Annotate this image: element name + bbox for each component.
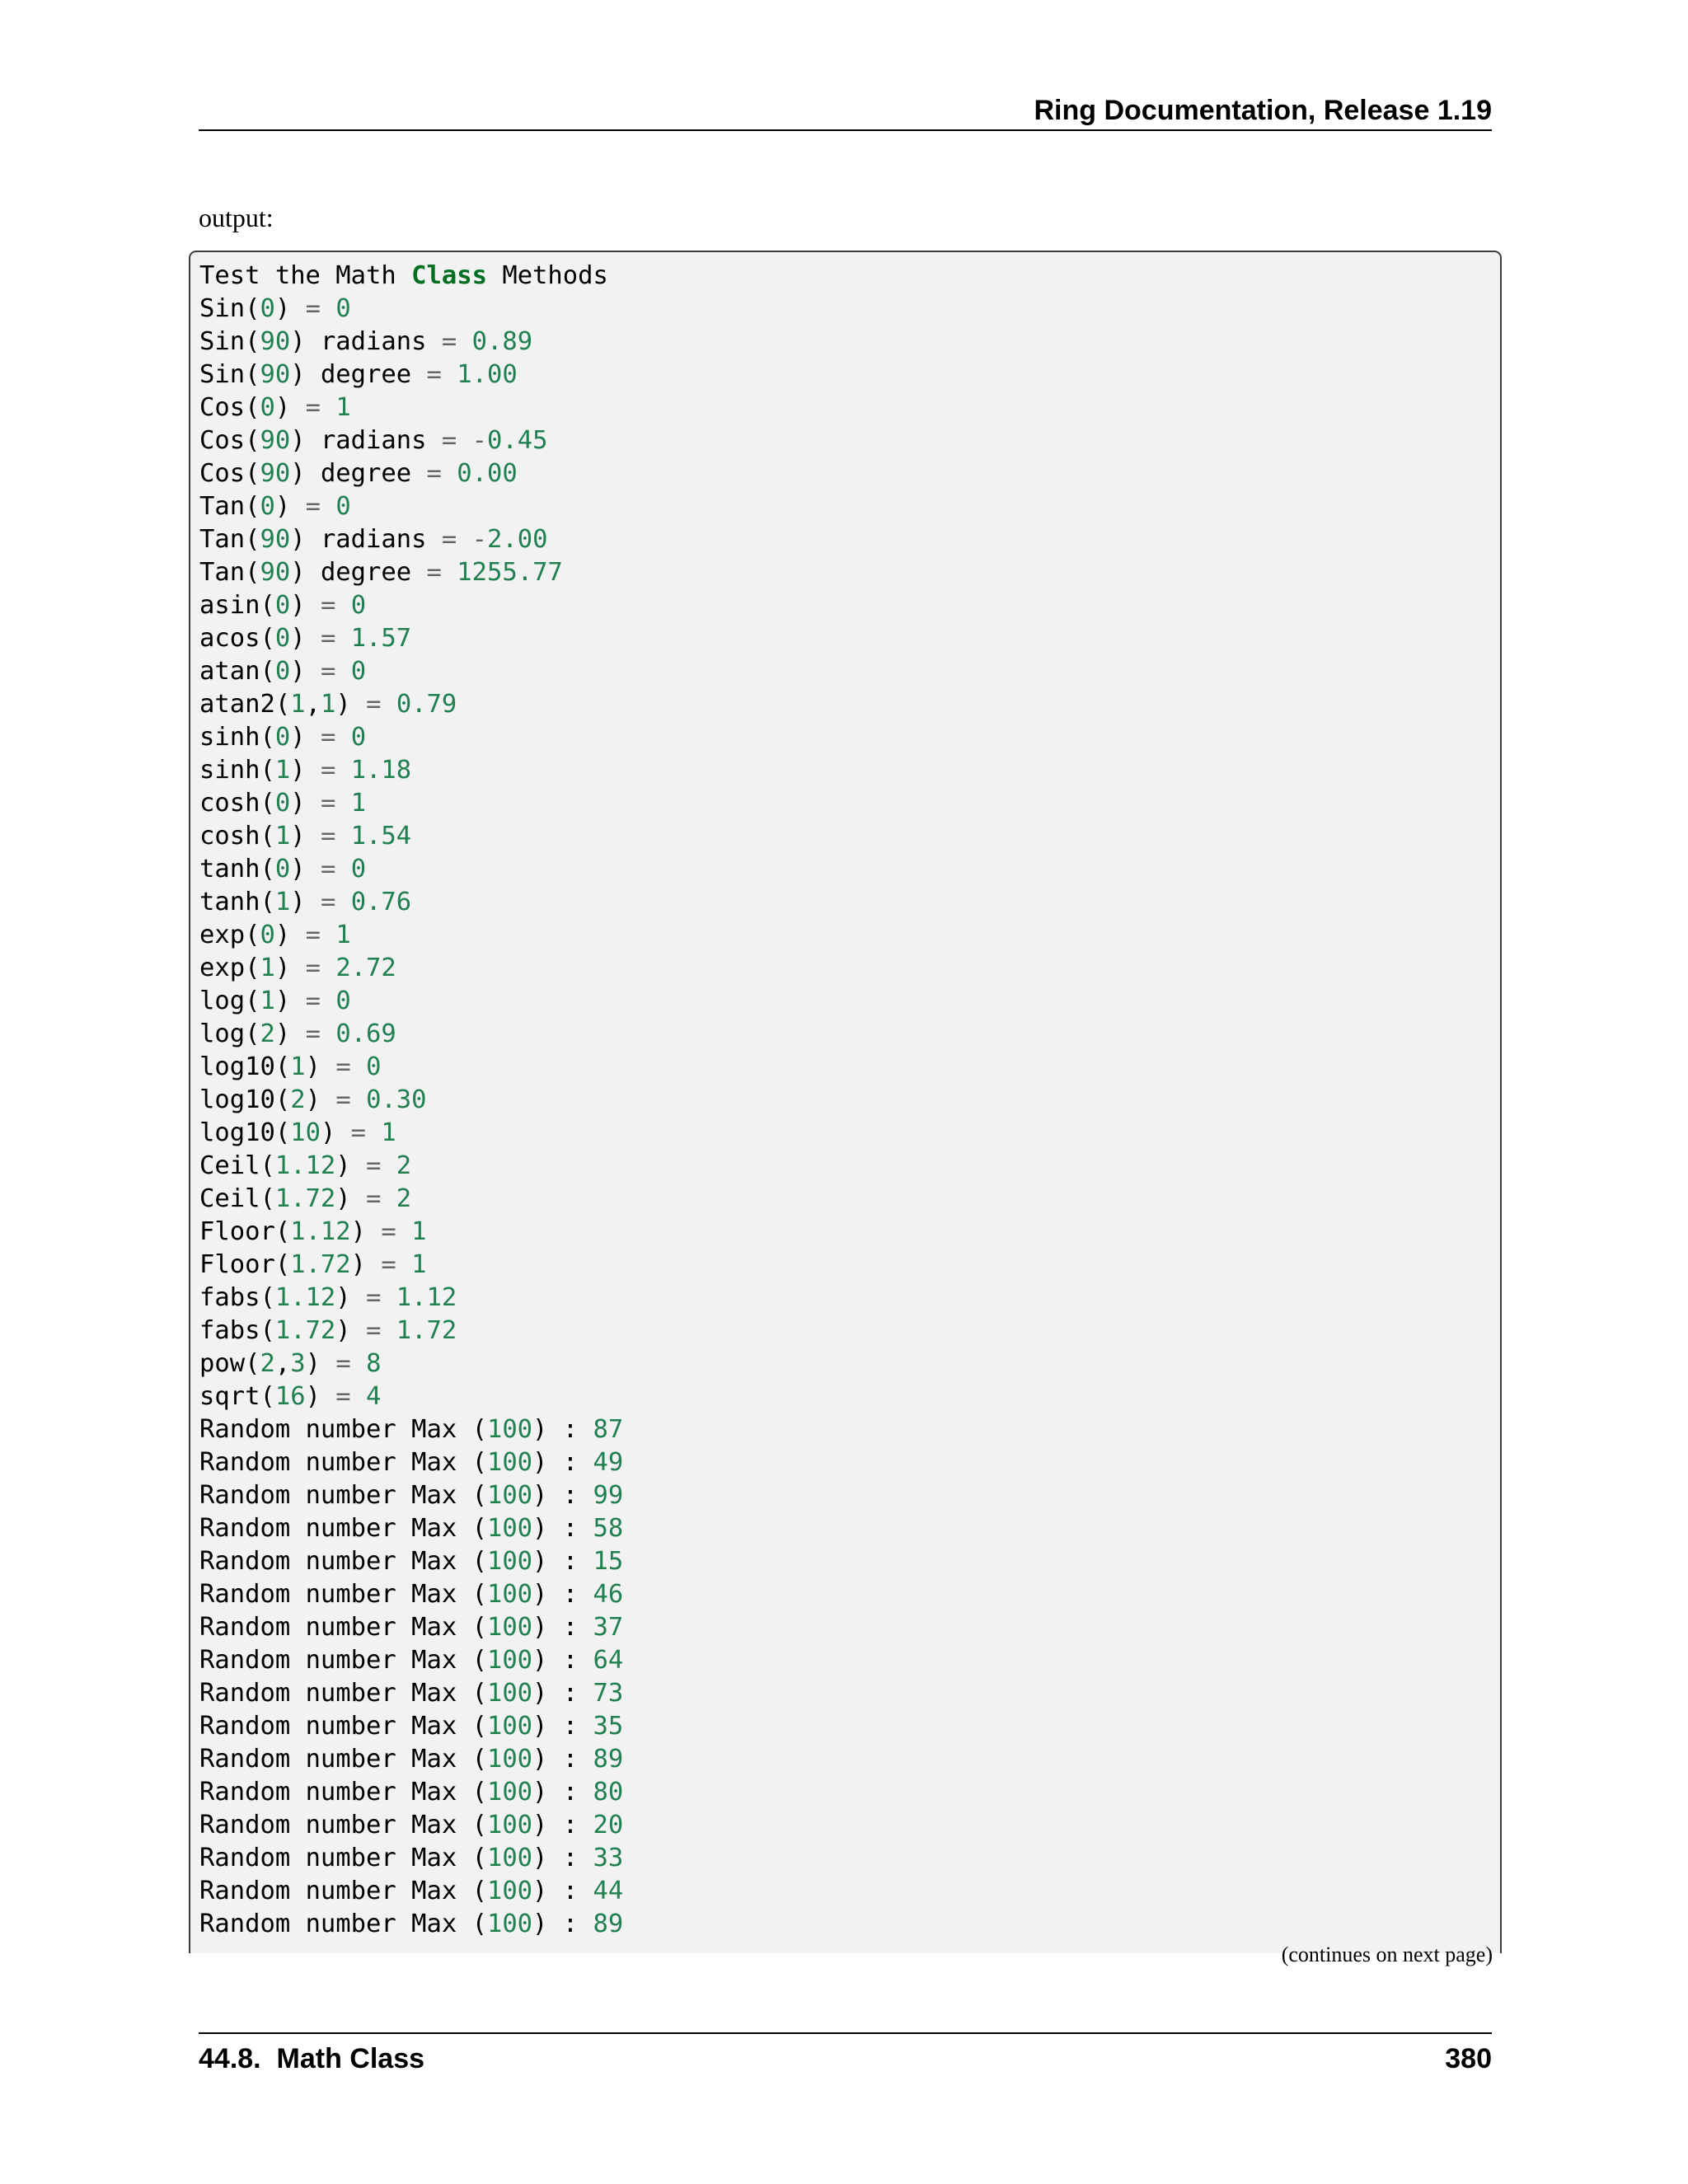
code-line: log10(1) = 0 [199, 1052, 382, 1081]
code-line: Floor(1.72) = 1 [199, 1250, 427, 1279]
code-line: Random number Max (100) : 89 [199, 1745, 624, 1774]
code-line: Cos(90) degree = 0.00 [199, 459, 518, 488]
code-line: sinh(1) = 1.18 [199, 756, 412, 785]
continues-note: (continues on next page) [1281, 1943, 1493, 1966]
code-line: fabs(1.72) = 1.72 [199, 1316, 457, 1345]
code-line: Ceil(1.72) = 2 [199, 1184, 412, 1213]
code-line: log10(2) = 0.30 [199, 1085, 427, 1114]
code-line: Tan(90) degree = 1255.77 [199, 558, 563, 587]
code-line: Random number Max (100) : 33 [199, 1844, 624, 1872]
code-line: exp(1) = 2.72 [199, 954, 396, 982]
code-line: pow(2,3) = 8 [199, 1349, 382, 1378]
code-line: asin(0) = 0 [199, 591, 367, 620]
code-line: Random number Max (100) : 73 [199, 1679, 624, 1708]
code-line: log(2) = 0.69 [199, 1019, 396, 1048]
running-header-title: Ring Documentation, Release 1.19 [1034, 95, 1492, 126]
code-line: Random number Max (100) : 49 [199, 1448, 624, 1477]
code-line: log10(10) = 1 [199, 1118, 396, 1147]
code-line: Sin(90) radians = 0.89 [199, 327, 533, 356]
code-line: exp(0) = 1 [199, 921, 351, 949]
code-line: Random number Max (100) : 15 [199, 1547, 624, 1576]
code-line: Random number Max (100) : 99 [199, 1481, 624, 1510]
code-line: cosh(1) = 1.54 [199, 822, 412, 851]
code-line: Cos(0) = 1 [199, 393, 351, 422]
code-line: Random number Max (100) : 20 [199, 1811, 624, 1840]
code-line: acos(0) = 1.57 [199, 624, 412, 653]
code-line: Tan(90) radians = -2.00 [199, 525, 548, 554]
code-block [189, 251, 1502, 1953]
code-line: log(1) = 0 [199, 987, 351, 1015]
code-line: Random number Max (100) : 37 [199, 1613, 624, 1642]
footer-section-title: 44.8. Math Class [199, 2043, 425, 2074]
code-line: atan2(1,1) = 0.79 [199, 690, 457, 719]
code-line: sinh(0) = 0 [199, 723, 367, 752]
code-line: Random number Max (100) : 35 [199, 1712, 624, 1741]
code-line: Random number Max (100) : 87 [199, 1415, 624, 1444]
code-line: tanh(1) = 0.76 [199, 888, 412, 916]
code-line: tanh(0) = 0 [199, 855, 367, 883]
code-line: Random number Max (100) : 64 [199, 1646, 624, 1675]
code-line: Random number Max (100) : 89 [199, 1910, 624, 1938]
code-line: cosh(0) = 1 [199, 789, 367, 818]
code-line: Sin(0) = 0 [199, 294, 351, 323]
code-line: Random number Max (100) : 58 [199, 1514, 624, 1543]
code-line: Sin(90) degree = 1.00 [199, 360, 518, 389]
output-label: output: [199, 203, 274, 232]
code-line: Tan(0) = 0 [199, 492, 351, 521]
footer-page-number: 380 [1445, 2043, 1492, 2074]
code-line: Random number Max (100) : 44 [199, 1877, 624, 1905]
code-line: Cos(90) radians = -0.45 [199, 426, 548, 455]
code-line: Ceil(1.12) = 2 [199, 1151, 412, 1180]
header-divider [199, 129, 1492, 131]
code-lines [199, 260, 623, 1941]
code-line: Floor(1.12) = 1 [199, 1217, 427, 1246]
code-line: Test the Math Class Methods [199, 261, 608, 290]
footer-divider [199, 2032, 1492, 2034]
code-line: atan(0) = 0 [199, 657, 367, 686]
code-line: sqrt(16) = 4 [199, 1382, 382, 1411]
code-line: Random number Max (100) : 80 [199, 1778, 624, 1807]
code-line: Random number Max (100) : 46 [199, 1580, 624, 1609]
code-line: fabs(1.12) = 1.12 [199, 1283, 457, 1312]
